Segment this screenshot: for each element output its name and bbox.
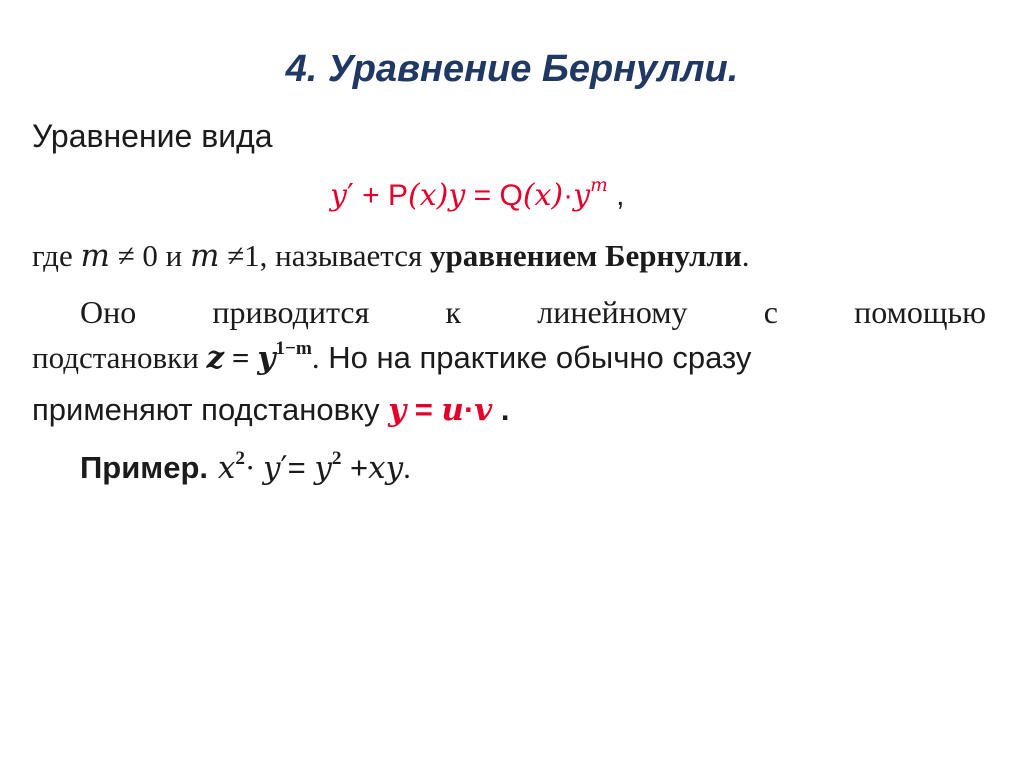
example-eq: = [287, 450, 315, 485]
eq-equals: = [465, 179, 500, 212]
slide-title: 4. Уравнение Бернулли. [285, 48, 739, 90]
subst-exponent: 1−m [275, 337, 312, 359]
practice-text: Но на практике обычно сразу [319, 340, 752, 375]
condition-called: , называется [259, 238, 431, 273]
eq-y3: y [573, 178, 591, 213]
condition-period: . [741, 238, 750, 273]
condition-where: где [32, 238, 81, 273]
example-x-exp: 2 [235, 447, 245, 469]
eq-x-paren2: (x) [522, 178, 564, 213]
eq-plus: + [353, 179, 388, 212]
condition-ne2: ≠1 [219, 238, 260, 273]
reduction-word: приводится [212, 294, 370, 330]
reduction-word: к [445, 294, 462, 330]
eq-P: P [387, 179, 408, 212]
uv-u: u [441, 392, 464, 428]
bernoulli-term: уравнением Бернулли [430, 238, 742, 273]
eq-x-paren: (x) [407, 178, 449, 213]
eq-y: y [330, 178, 347, 213]
reduction-word: линейному [537, 294, 688, 330]
condition-m1: m [80, 238, 110, 274]
subst-y: y [257, 340, 276, 376]
condition-ne1: ≠ 0 [109, 238, 166, 273]
example-x: x [208, 450, 236, 486]
uv-end: . [492, 392, 510, 427]
intro-text: Уравнение вида [32, 118, 273, 154]
reduction-line-3 [32, 392, 510, 428]
subst-period: . [311, 340, 320, 375]
eq-exponent: m [590, 175, 608, 197]
uv-v: v [474, 392, 493, 428]
reduction-line-2 [32, 337, 752, 376]
example-prime: ′ [280, 450, 288, 486]
condition-line [32, 238, 749, 274]
example-line [80, 447, 411, 486]
subst-z: z [206, 340, 225, 376]
condition-m2: m [189, 238, 220, 274]
uv-dot: · [463, 392, 475, 427]
subst-eq: = [224, 340, 258, 375]
condition-and: и [165, 238, 190, 273]
eq-prime: ′ [346, 178, 354, 213]
example-y2: y [314, 450, 332, 486]
reduction-word: помощью [854, 294, 986, 330]
reduction-word: Оно [80, 294, 137, 330]
apply-text: применяют подстановку [32, 392, 389, 427]
uv-y: y [388, 392, 407, 428]
reduction-word: с [763, 294, 778, 330]
eq-Q: Q [499, 179, 523, 212]
example-dot: · [244, 450, 264, 485]
example-xy: xy [368, 450, 404, 486]
example-y2-exp: 2 [331, 447, 342, 469]
example-end: . [403, 450, 411, 485]
reduction-line-1 [80, 294, 986, 331]
bernoulli-equation [330, 175, 625, 213]
subst-label: подстановки [32, 340, 207, 375]
example-label: Пример. [80, 450, 208, 485]
eq-comma: , [607, 179, 625, 212]
example-y: y [263, 450, 281, 486]
eq-dot: · [563, 179, 574, 212]
example-plus: + [341, 450, 369, 485]
eq-y2: y [448, 178, 466, 213]
uv-eq: = [406, 392, 442, 427]
